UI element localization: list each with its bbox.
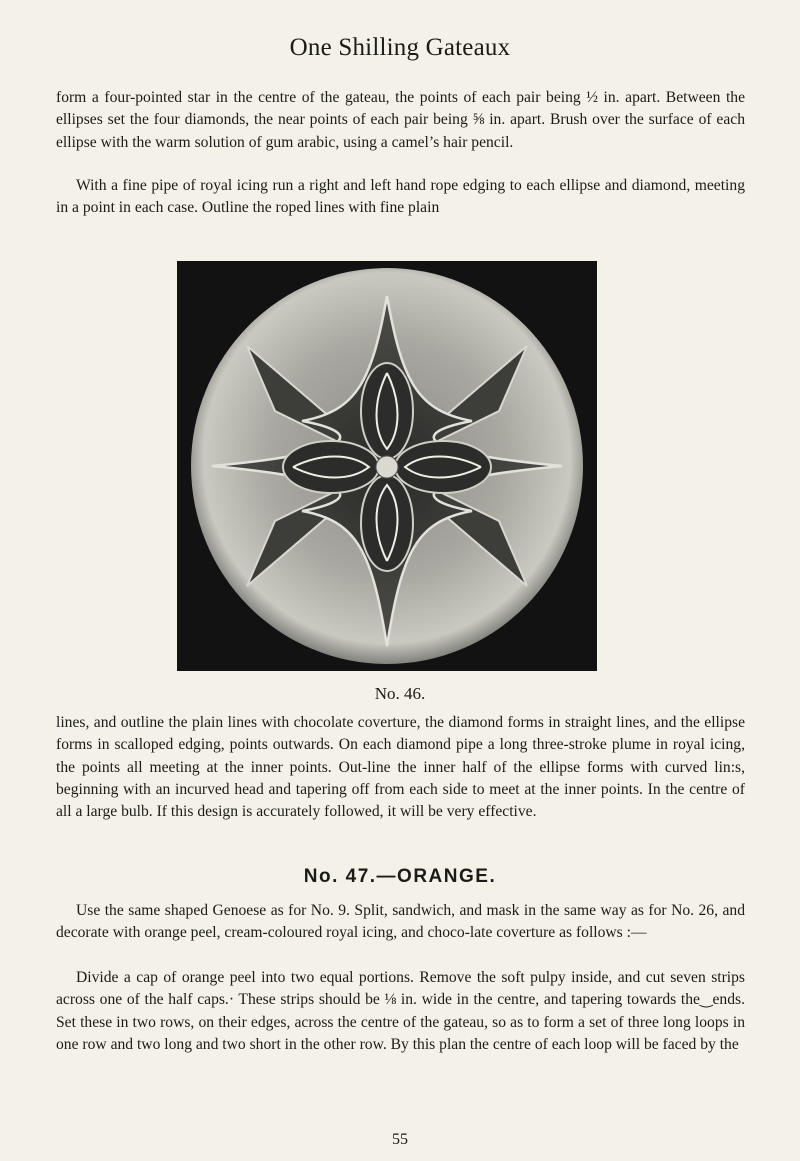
page-number: 55 — [392, 1131, 408, 1148]
running-head: One Shilling Gateaux — [289, 34, 511, 61]
section-heading: No. 47.—ORANGE. — [303, 866, 497, 887]
paragraph-2-text: With a fine pipe of royal icing run a right and left hand rope edging to each ellipse and diamond, meeting in a point in each case. Outline the roped lines with fine plain — [56, 177, 745, 217]
gateau-photograph — [177, 261, 597, 671]
paragraph-4 — [56, 900, 745, 945]
paragraph-2 — [56, 175, 745, 220]
paragraph-1: form a four-pointed star in the centre of the gateau, the points of each pair being ½ in. apart. Between the ellipses set the four diamonds, the near points of each pair being ⅝ in. apart. Brush over the surface of each ellipse with the warm solution of gum arabic, using a camel’s hair pencil. — [56, 89, 745, 151]
figure-caption: No. 46. — [374, 684, 426, 703]
paragraph-5 — [56, 967, 745, 1056]
paragraph-5-text: Divide a cap of orange peel into two equal portions. Remove the soft pulpy inside, and cut seven strips across one of the half caps.· These strips should be ⅛ in. wide in the centre, and tapering towards the‿ends. Set these in two rows, on their edges, across the centre of the gateau, so as to form a set of three long loops in one row and two long and two short in the other row. By this plan the centre of each loop will be faced by the — [56, 969, 745, 1053]
paragraph-3: lines, and outline the plain lines with chocolate coverture, the diamond forms in straight lines, and the ellipse forms in scalloped edging, points outwards. On each diamond pipe a long three-stroke plume in royal icing, the points all meeting at the inner points. Out-line the inner half of the ellipse forms with curved lin:s, beginning with an incurved head and tapering off from each side to meet at the inner points. In the centre of all a large bulb. If this design is accurately followed, it will be very effective. — [56, 714, 745, 821]
centre-bulb — [376, 456, 398, 478]
paragraph-4-text: Use the same shaped Genoese as for No. 9. Split, sandwich, and mask in the same way as for No. 26, and decorate with orange peel, cream-coloured royal icing, and choco-late coverture as follows :— — [56, 902, 745, 942]
